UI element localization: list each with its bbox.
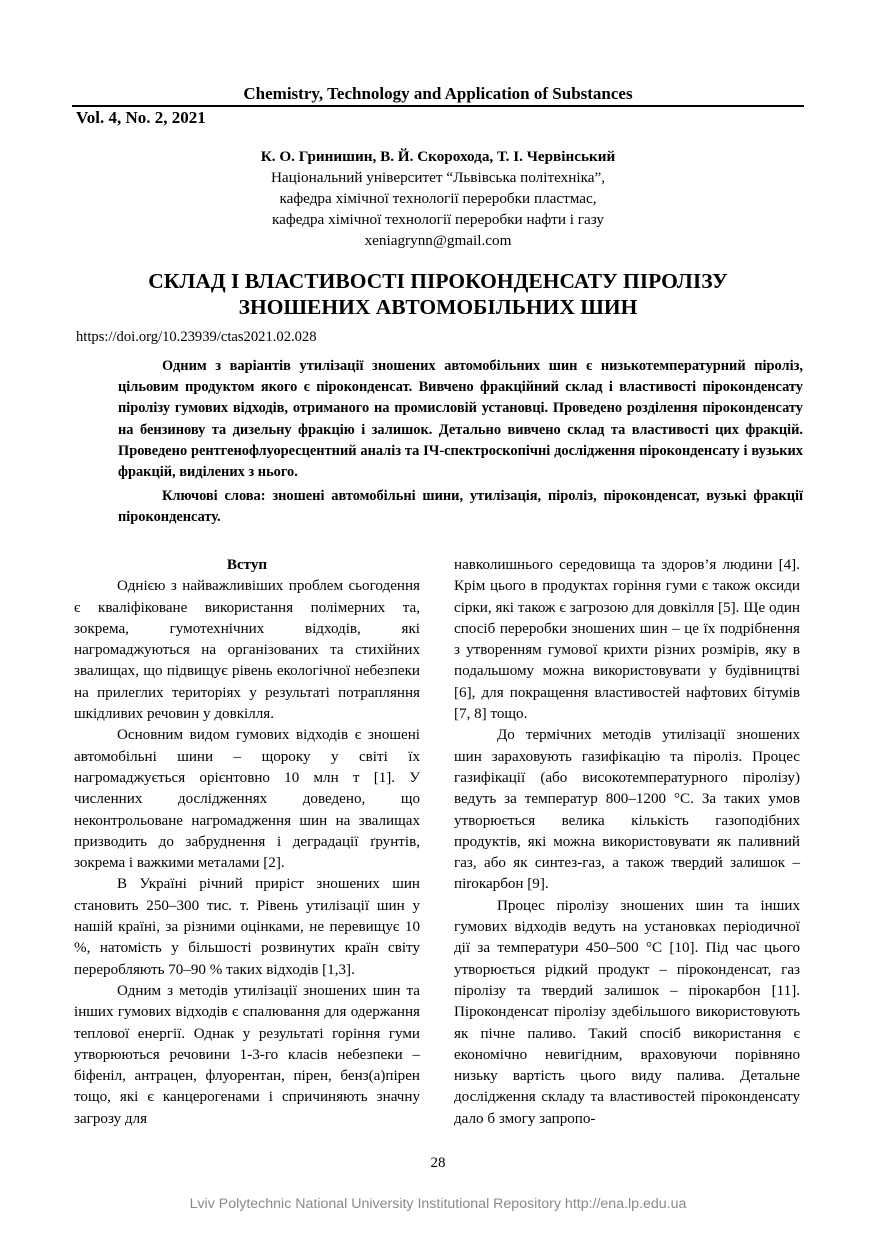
department-2: кафедра хімічної технології переробки нафти і газу [271, 211, 605, 228]
paragraph: Однією з найважливіших проблем сьогодення є кваліфіковане використання полімерних та, зокрема, гумотехнічних відходів, які нагромаджуються на організованих та стихійних звалищах, що підвищує рівень екологічної небезпеки на прилеглих територіях у результаті потрапляння шкідливих речовин у довкілля. [74, 578, 420, 723]
volume-info: Vol. 4, No. 2, 2021 [76, 108, 206, 127]
paragraph: навколишнього середовища та здоров’я людини [4]. Крім цього в продуктах горіння гуми є також оксиди сірки, які також є загрозою для довкілля [5]. Ще один спосіб переробки зношених шин – це їх подрібнення з утворенням гумової крихти різних розмірів, яку в подальшому можна використовувати у будівництві [6], для покращення властивостей нафтових бітумів [7, 8] тощо. [454, 557, 800, 723]
authors: К. О. Гринишин, В. Й. Скорохода, Т. І. Червінський [260, 148, 616, 165]
paragraph: Процес піролізу зношених шин та інших гумових відходів ведуть на установках періодичної дії за температури 450–500 °С [10]. Під час цього утворюється рідкий продукт – піроконденсат, газ піролізу та твердий залишок – пірокарбон [11]. Піроконденсат піролізу здебільшого використовують як пічне паливо. Такий спосіб використання є економічно невигідним, враховуючи порівняно низьку вартість цього виду палива. Детальне дослідження складу та властивостей піроконденсату дало б змогу запропо- [454, 897, 800, 1127]
journal-title: Chemistry, Technology and Application of Substances [243, 84, 633, 103]
department-1: кафедра хімічної технології переробки пластмас, [279, 190, 597, 207]
left-column [74, 555, 420, 1130]
keywords: Ключові слова: зношені автомобільні шини, утилізація, піроліз, піроконденсат, вузькі фракції піроконденсату. [118, 488, 803, 526]
paragraph: Одним з методів утилізації зношених шин та інших гумових відходів є спалювання для одержання теплової енергії. Однак у результаті горіння гуми утворюються речовини 1-3-го класів небезпеки – біфеніл, антрацен, флуорентан, пірен, бенз(а)пірен тощо, які є канцерогенами і спричиняють значну загрозу для [74, 982, 420, 1127]
title-line-1: СКЛАД І ВЛАСТИВОСТІ ПІРОКОНДЕНСАТУ ПІРОЛІЗУ [148, 269, 728, 293]
paragraph: Основним видом гумових відходів є зношені автомобільні шини – щороку у світі їх нагромаджується орієнтовно 10 млн т [1]. У численних дослідженнях доведено, що неконтрольоване нагромадження шин на звалищах призводить до забруднення і деградації ґрунтів, зокрема і важкими металами [2]. [74, 727, 420, 872]
email: xeniagrynn@gmail.com [364, 232, 512, 249]
author-affiliation [0, 146, 876, 251]
paragraph: До термічних методів утилізації зношених шин зараховують газифікацію та піроліз. Процес газифікації (або високотемпературного піролізу) ведуть за температур 800–1200 °С. За таких умов утворюється велика кількість газоподібних продуктів, які можна використовувати як паливний газ, або як синтез-газ, а також твердий залишок – піrокарбон [9]. [454, 727, 800, 893]
page-number: 28 [430, 1155, 446, 1171]
header-rule [72, 105, 804, 107]
abstract-text: Одним з варіантів утилізації зношених автомобільних шин є низькотемпературний піроліз, цільовим продуктом якого є піроконденсат. Вивчено фракційний склад і властивості піроконденсату піролізу гумових відходів, отриманого на промисловій установці. Проведено розділення піроконденсату на бензинову та дизельну фракцію і залишок. Детально вивчено склад та властивості цих фракцій. Проведено рентгенофлуоресцентний аналіз та ІЧ-спектроскопічні дослідження піроконденсату і вузьких фракцій, виділених з нього. [118, 358, 803, 481]
section-heading: Вступ [226, 557, 268, 573]
repository-footer: Lviv Polytechnic National University Institutional Repository http://ena.lp.edu.ua [189, 1196, 687, 1212]
abstract [118, 356, 803, 529]
paragraph: В Україні річний приріст зношених шин становить 250–300 тис. т. Рівень утилізації шин у нашій країні, за різними оцінками, не перевищує 10 %, натомість у більшості розвинутих країн світу переробляють 70–90 % таких відходів [1,3]. [74, 876, 420, 978]
title-line-2: ЗНОШЕНИХ АВТОМОБІЛЬНИХ ШИН [238, 295, 638, 319]
article-title [0, 268, 876, 320]
right-column [454, 555, 800, 1130]
university: Національний університет “Львівська політехніка”, [270, 169, 606, 186]
doi-link[interactable]: https://doi.org/10.23939/ctas2021.02.028 [76, 329, 317, 345]
